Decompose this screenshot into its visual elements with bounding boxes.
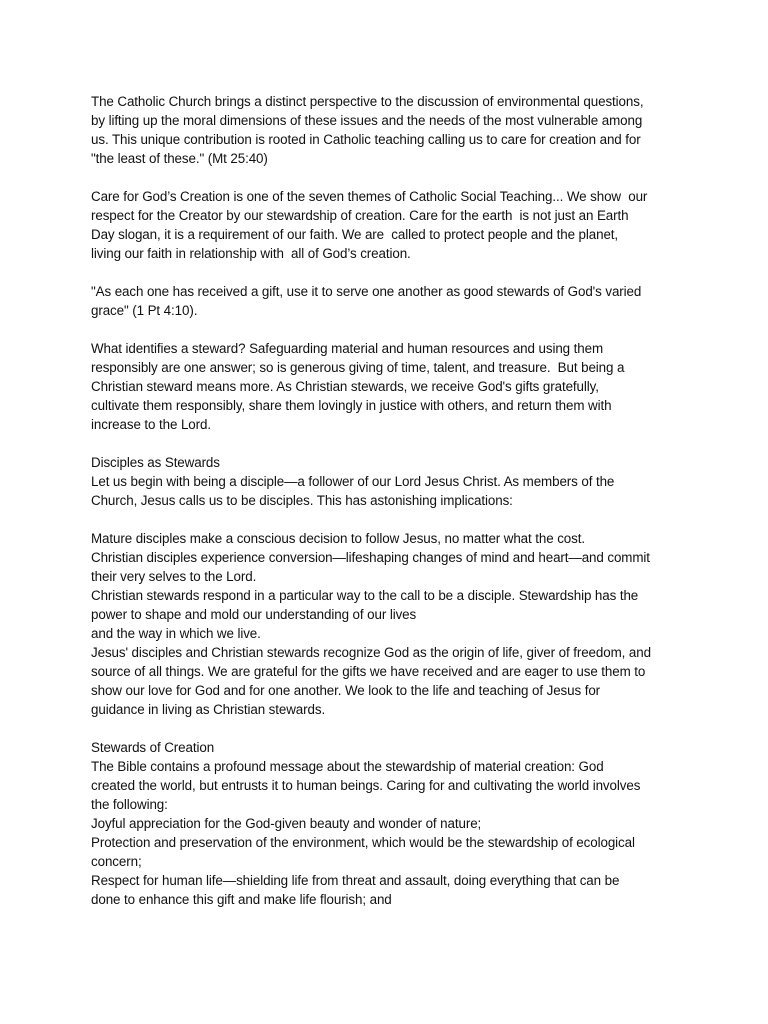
text-line: source of all things. We are grateful for the gifts we have received and are eager to use them to — [91, 664, 646, 679]
text-line: cultivate them responsibly, share them lovingly in justice with others, and return them with — [91, 398, 612, 413]
section-heading: Stewards of Creation — [91, 740, 215, 755]
text-line: living our faith in relationship with all of God’s creation. — [91, 246, 411, 261]
paragraph-gap — [91, 510, 691, 529]
text-line: created the world, but entrusts it to human beings. Caring for and cultivating the world involves — [91, 778, 641, 793]
text-line: responsibly are one answer; so is generous giving of time, talent, and treasure. But being a — [91, 360, 625, 375]
text-line: Respect for human life—shielding life from threat and assault, doing everything that can be — [91, 873, 620, 888]
text-line: Protection and preservation of the environment, which would be the stewardship of ecological — [91, 835, 635, 850]
text-line: the following: — [91, 797, 168, 812]
text-line: Church, Jesus calls us to be disciples. This has astonishing implications: — [91, 493, 513, 508]
text-line: increase to the Lord. — [91, 417, 211, 432]
text-line: Joyful appreciation for the God-given beauty and wonder of nature; — [91, 816, 482, 831]
text-line: The Catholic Church brings a distinct perspective to the discussion of environmental questions, — [91, 94, 644, 109]
text-line: Christian stewards respond in a particular way to the call to be a disciple. Stewardship has the — [91, 588, 639, 603]
paragraph-gap — [91, 719, 691, 738]
paragraph-gap — [91, 263, 691, 282]
text-line: and the way in which we live. — [91, 626, 261, 641]
paragraph-mature-disciples — [91, 529, 691, 719]
text-line: "As each one has received a gift, use it to serve one another as good stewards of God's varied — [91, 284, 642, 299]
text-line: done to enhance this gift and make life flourish; and — [91, 892, 392, 907]
text-line: by lifting up the moral dimensions of these issues and the needs of the most vulnerable among — [91, 113, 643, 128]
text-line: show our love for God and for one another. We look to the life and teaching of Jesus for — [91, 683, 601, 698]
section-stewards-of-creation — [91, 738, 691, 909]
text-line: guidance in living as Christian stewards. — [91, 702, 326, 717]
text-line: their very selves to the Lord. — [91, 569, 257, 584]
paragraph-gap — [91, 320, 691, 339]
text-line: Christian steward means more. As Christian stewards, we receive God's gifts gratefully, — [91, 379, 599, 394]
paragraph-gap — [91, 168, 691, 187]
text-line: "the least of these." (Mt 25:40) — [91, 151, 268, 166]
text-line: The Bible contains a profound message about the stewardship of material creation: God — [91, 759, 604, 774]
text-line: us. This unique contribution is rooted in Catholic teaching calling us to care for creation and for — [91, 132, 641, 147]
paragraph-gap — [91, 434, 691, 453]
text-line: Care for God’s Creation is one of the seven themes of Catholic Social Teaching... We show our — [91, 189, 648, 204]
text-line: What identifies a steward? Safeguarding material and human resources and using them — [91, 341, 604, 356]
text-line: Christian disciples experience conversion—lifeshaping changes of mind and heart—and commit — [91, 550, 650, 565]
text-line: Let us begin with being a disciple—a follower of our Lord Jesus Christ. As members of the — [91, 474, 615, 489]
paragraph-what-identifies-steward — [91, 339, 691, 434]
text-line: Day slogan, it is a requirement of our faith. We are called to protect people and the planet, — [91, 227, 619, 242]
text-line: grace" (1 Pt 4:10). — [91, 303, 198, 318]
text-line: power to shape and mold our understanding of our lives — [91, 607, 417, 622]
paragraph-intro — [91, 92, 691, 168]
section-heading: Disciples as Stewards — [91, 455, 220, 470]
text-line: Mature disciples make a conscious decision to follow Jesus, no matter what the cost. — [91, 531, 585, 546]
paragraph-care-for-creation — [91, 187, 691, 263]
paragraph-quote — [91, 282, 691, 320]
text-line: concern; — [91, 854, 142, 869]
document-body — [91, 92, 691, 909]
text-line: respect for the Creator by our stewardship of creation. Care for the earth is not just an Earth — [91, 208, 629, 223]
section-disciples-as-stewards — [91, 453, 691, 510]
text-line: Jesus' disciples and Christian stewards recognize God as the origin of life, giver of freedom, and — [91, 645, 651, 660]
